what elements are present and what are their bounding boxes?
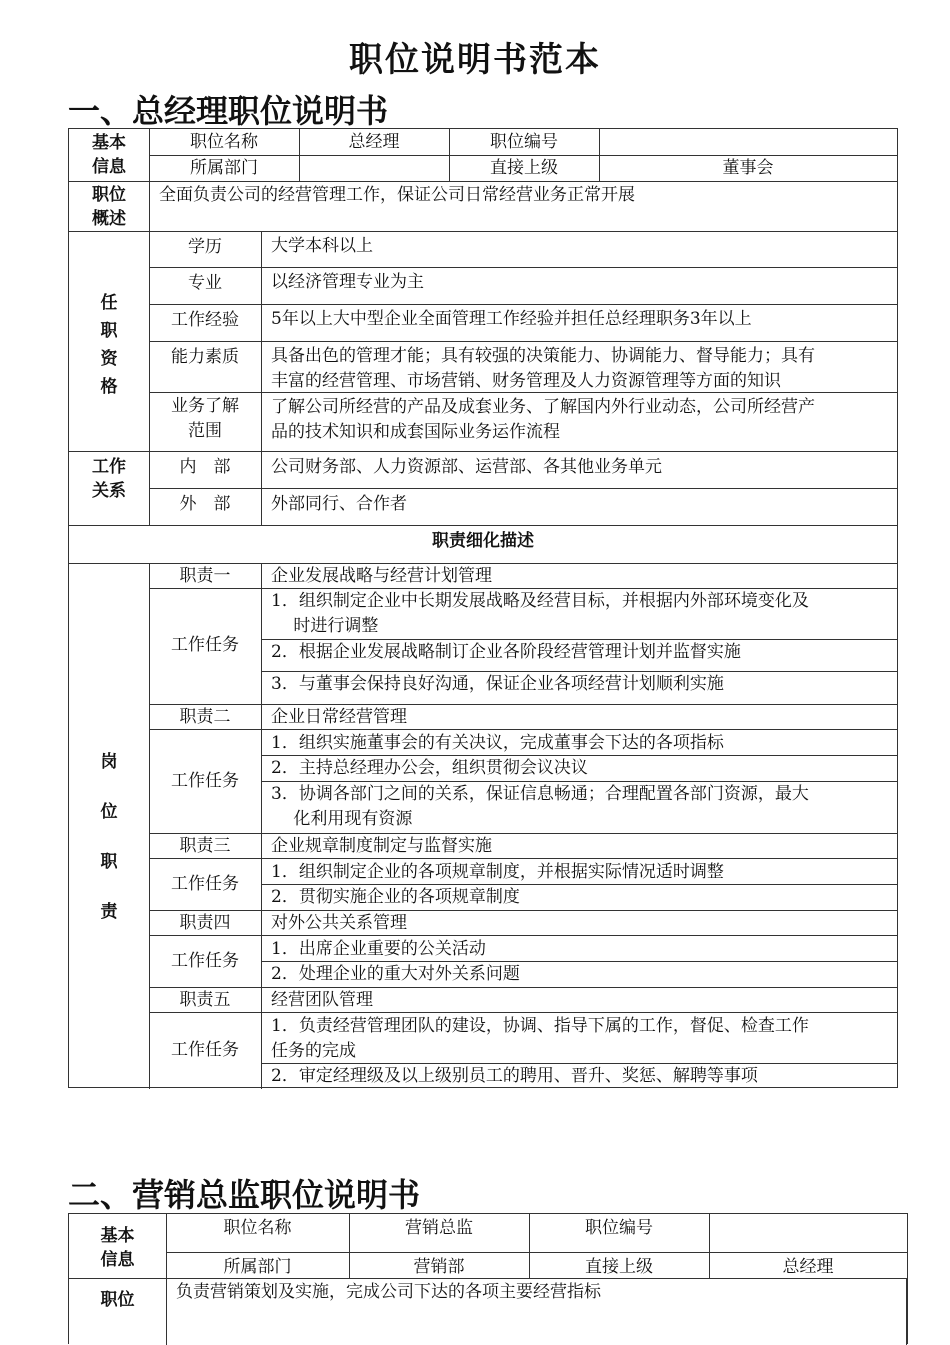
task-item: 2．根据企业发展战略制订企业各阶段经营管理计划并监督实施: [271, 642, 741, 662]
table-rule: [149, 910, 897, 911]
position-name-label: 职位名称: [190, 132, 258, 152]
task-item: 3．协调各部门之间的关系，保证信息畅通；合理配置各部门资源，最大 化利用现有资源: [271, 784, 809, 829]
summary-value: 全面负责公司的经营管理工作，保证公司日常经营业务正常开展: [159, 185, 635, 205]
basic-info-label: 基本 信息: [92, 133, 126, 177]
table-rule: [149, 858, 897, 859]
qualification-item-label: 业务了解 范围: [171, 396, 239, 441]
table-rule: [149, 987, 897, 988]
position-no-label: 职位编号: [490, 132, 558, 152]
position-name-label: 职位名称: [223, 1218, 292, 1238]
qualification-item-label: 工作经验: [171, 310, 239, 330]
duty-title: 企业发展战略与经营计划管理: [271, 566, 492, 586]
document-title: 职位说明书范本: [349, 40, 601, 80]
qualification-item-value: 5年以上大中型企业全面管理工作经验并担任总经理职务3年以上: [271, 309, 752, 329]
duty-name: 职责五: [179, 990, 231, 1010]
task-label: 工作任务: [171, 873, 239, 894]
table-rule: [149, 729, 897, 730]
qualification-item-label: 能力素质: [171, 347, 239, 367]
task-item: 1．组织制定企业的各项规章制度，并根据实际情况适时调整: [271, 862, 724, 882]
position-name-value: 营销总监: [405, 1218, 473, 1238]
qualification-item-value: 大学本科以上: [271, 236, 373, 256]
task-label: 工作任务: [171, 770, 239, 791]
table-rule: [149, 181, 150, 231]
summary-value: 负责营销策划及实施，完成公司下达的各项主要经营指标: [176, 1282, 601, 1302]
department-label: 所属部门: [190, 158, 258, 178]
table-rule: [149, 267, 897, 268]
task-item: 2．审定经理级及以上级别员工的聘用、晋升、奖惩、解聘等事项: [271, 1066, 758, 1086]
section2-title: 二、营销总监职位说明书: [68, 1176, 421, 1214]
table-rule: [149, 1012, 897, 1013]
duty-title: 企业规章制度制定与监督实施: [271, 836, 492, 856]
task-label: 工作任务: [171, 1040, 239, 1060]
relation-label: 工作 关系: [92, 457, 126, 501]
superior-value: 董事会: [722, 158, 774, 178]
table-rule: [149, 935, 897, 936]
table-rule: [166, 1278, 167, 1345]
qualification-item-label: 专业: [188, 273, 222, 293]
table-rule: [166, 1252, 907, 1253]
table-rule: [906, 1278, 907, 1345]
task-item: 1．负责经营管理团队的建设，协调、指导下属的工作，督促、检查工作 任务的完成: [271, 1016, 809, 1061]
table-rule: [69, 181, 897, 182]
position-no-label: 职位编号: [585, 1218, 653, 1238]
department-value: 营销部: [413, 1257, 465, 1277]
table-rule: [149, 704, 897, 705]
task-item: 2．贯彻实施企业的各项规章制度: [271, 887, 520, 907]
position-name-value: 总经理: [348, 132, 400, 152]
summary-label: 职位 概述: [92, 185, 126, 229]
duty-title: 企业日常经营管理: [271, 707, 407, 727]
qualification-item-label: 学历: [188, 237, 222, 257]
task-label: 工作任务: [171, 635, 239, 655]
duty-header: 职责细化描述: [432, 531, 534, 551]
table-rule: [69, 525, 897, 526]
superior-label: 直接上级: [490, 158, 558, 178]
table-rule: [261, 563, 262, 1089]
qualification-item-value: 了解公司所经营的产品及成套业务、了解国内外行业动态，公司所经营产 品的技术知识和成套国际业务运作流程: [271, 397, 815, 442]
summary-label: 职位: [100, 1290, 135, 1310]
relation-item-value: 公司财务部、人力资源部、运营部、各其他业务单元: [271, 457, 662, 477]
marketing-director-table: [68, 1213, 908, 1344]
duty-label: 岗 位 职 责: [100, 752, 118, 922]
table-rule: [149, 341, 897, 342]
task-item: 1．出席企业重要的公关活动: [271, 939, 486, 959]
superior-value: 总经理: [782, 1257, 834, 1277]
table-rule: [69, 451, 897, 452]
task-label: 工作任务: [171, 950, 239, 971]
table-rule: [149, 488, 897, 489]
task-item: 3．与董事会保持良好沟通，保证企业各项经营计划顺利实施: [271, 674, 724, 694]
general-manager-table: [68, 128, 898, 1088]
qualification-label: 任 职 资 格: [100, 293, 118, 397]
table-rule: [149, 392, 897, 393]
duty-name: 职责二: [179, 707, 231, 727]
task-item: 2．处理企业的重大对外关系问题: [271, 964, 520, 984]
relation-item-label: 内 部: [179, 457, 231, 477]
superior-label: 直接上级: [585, 1257, 653, 1277]
table-rule: [149, 833, 897, 834]
duty-name: 职责四: [179, 913, 231, 933]
relation-item-value: 外部同行、合作者: [271, 494, 407, 514]
duty-name: 职责三: [179, 836, 231, 856]
task-item: 1．组织实施董事会的有关决议，完成董事会下达的各项指标: [271, 733, 724, 753]
department-label: 所属部门: [223, 1257, 292, 1277]
table-rule: [69, 231, 897, 232]
task-item: 1．组织制定企业中长期发展战略及经营目标，并根据内外部环境变化及 时进行调整: [271, 591, 809, 636]
duty-name: 职责一: [179, 566, 231, 586]
basic-info-label: 基本 信息: [100, 1226, 135, 1270]
duty-title: 对外公共关系管理: [271, 913, 407, 933]
qualification-item-value: 具备出色的管理才能；具有较强的决策能力、协调能力、督导能力；具有 丰富的经营管理、市场营销、财务管理及人力资源管理等方面的知识: [271, 346, 815, 391]
relation-item-label: 外 部: [179, 494, 231, 514]
section1-title: 一、总经理职位说明书: [68, 92, 389, 130]
qualification-item-value: 以经济管理专业为主: [271, 272, 424, 292]
table-rule: [149, 304, 897, 305]
duty-title: 经营团队管理: [271, 990, 373, 1010]
task-item: 2．主持总经理办公会，组织贯彻会议决议: [271, 758, 588, 778]
